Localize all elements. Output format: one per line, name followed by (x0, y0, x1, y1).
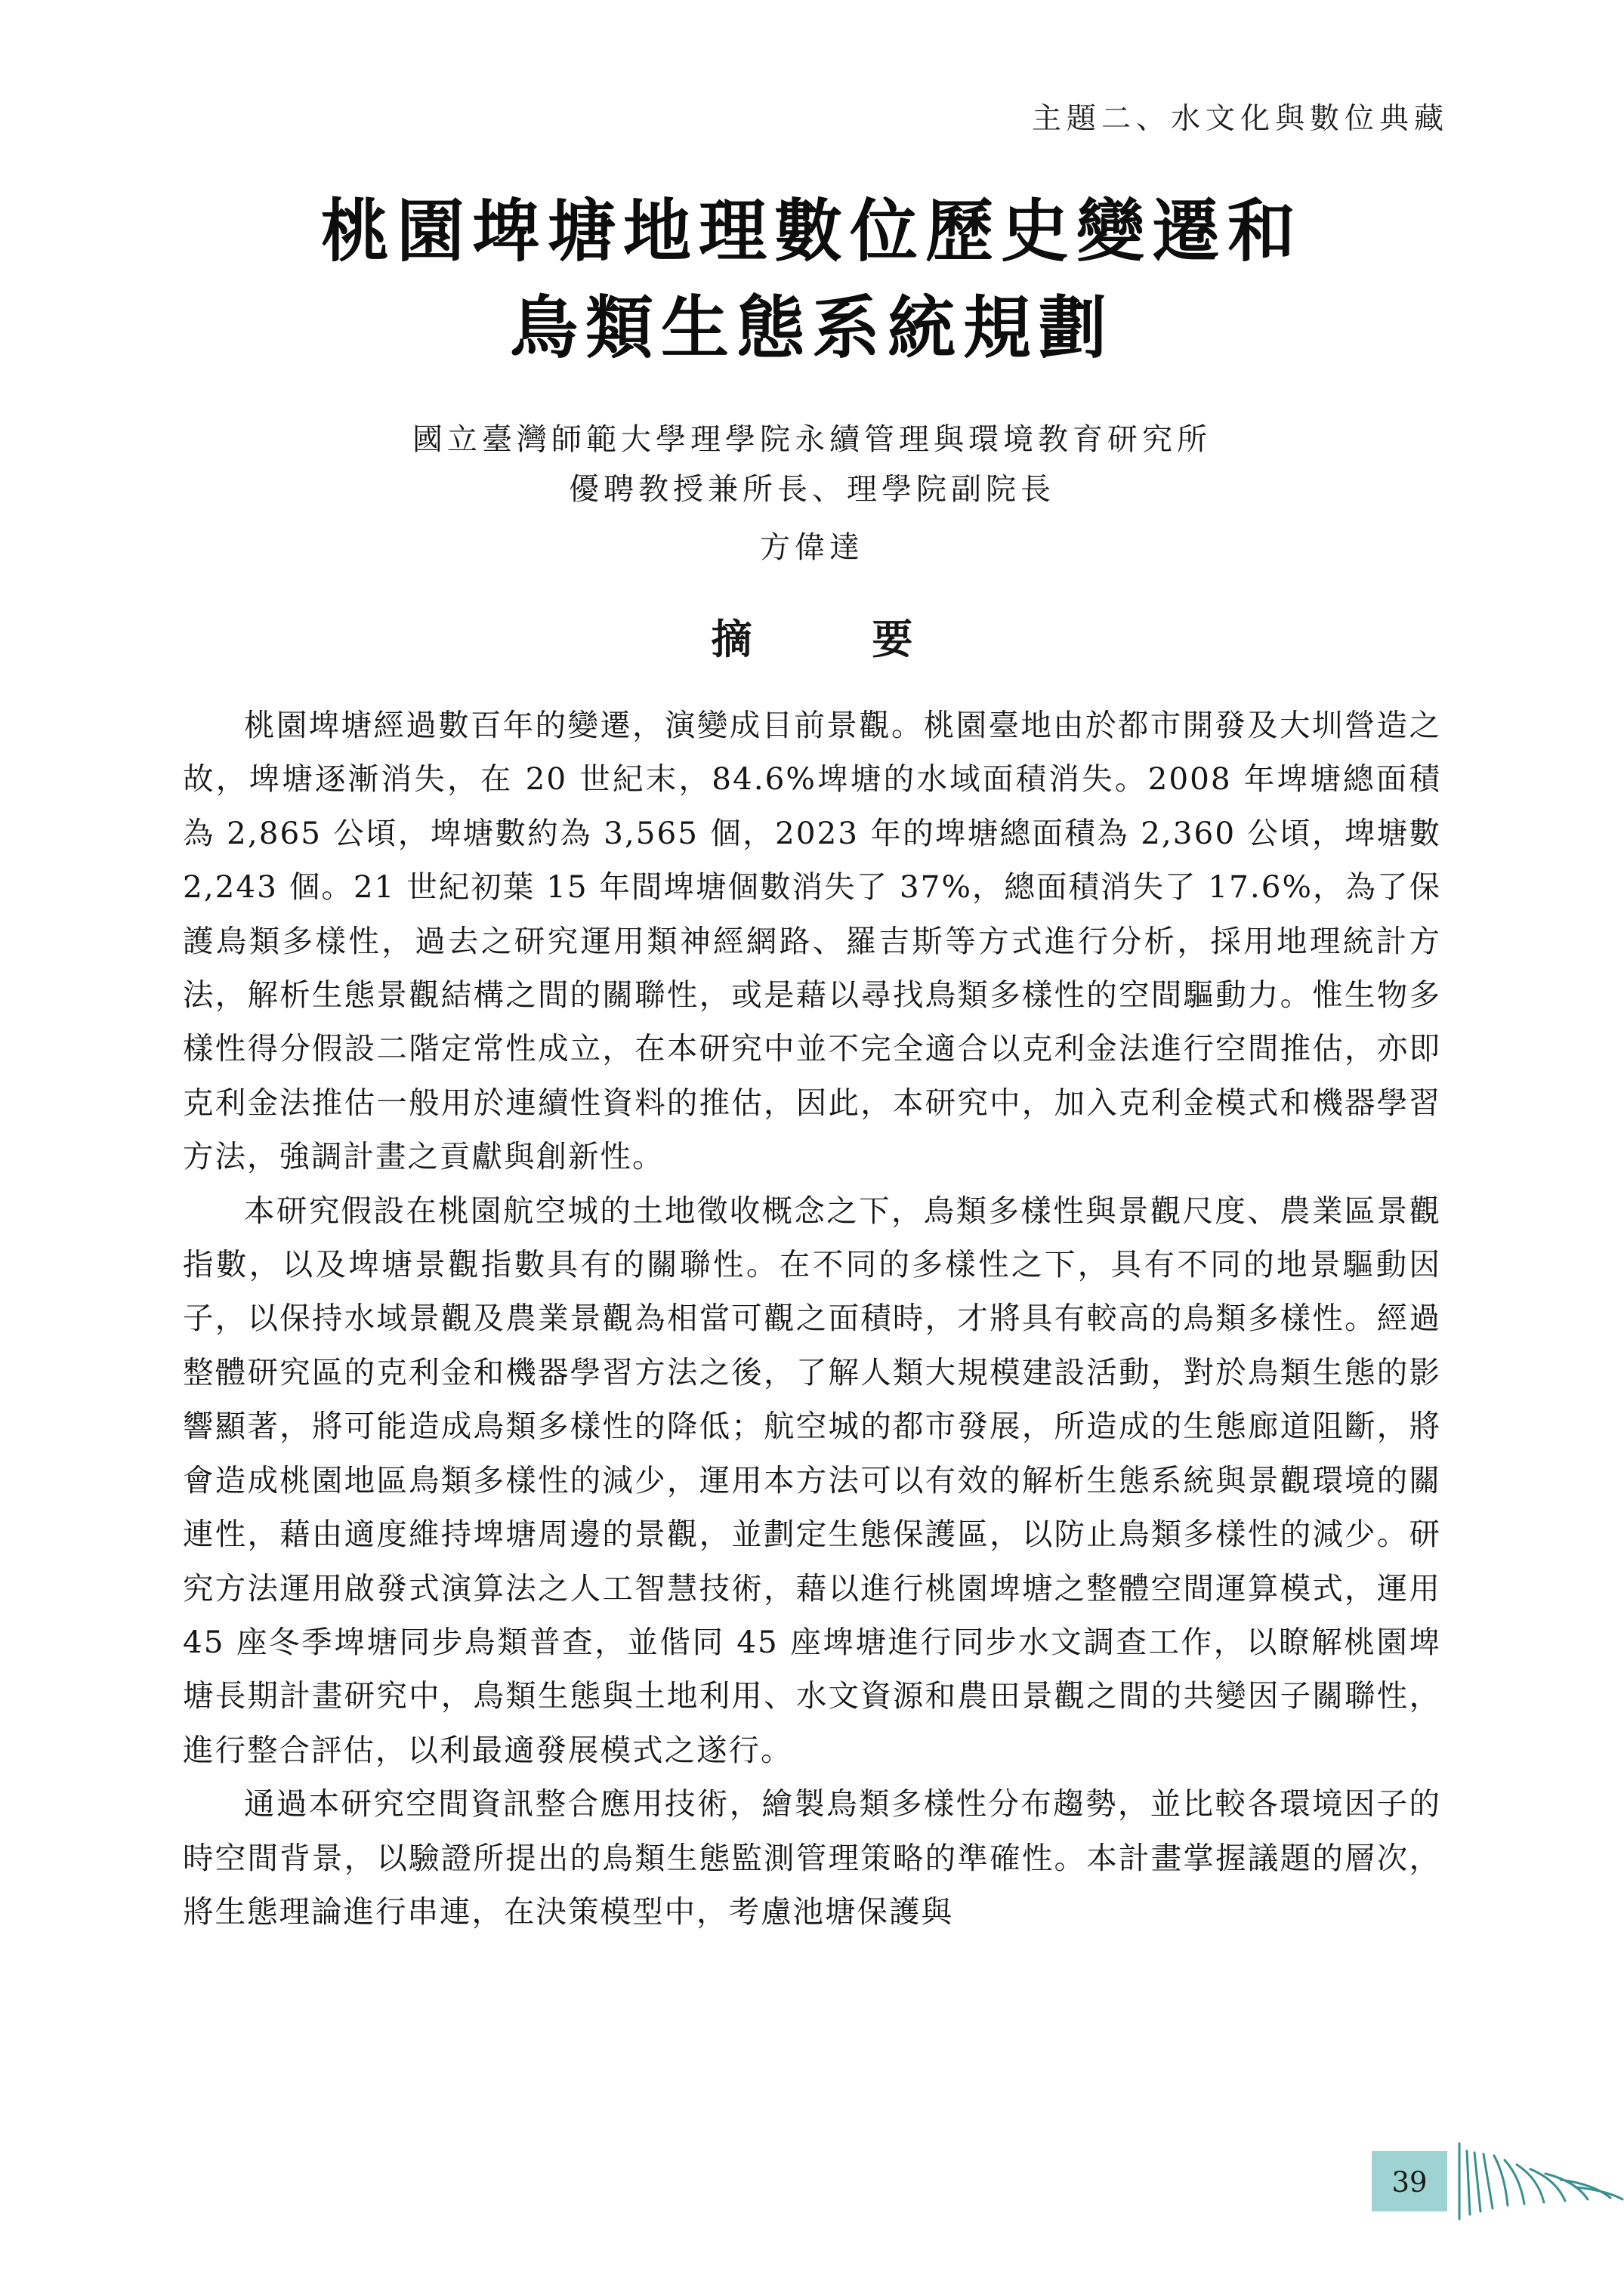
author-name: 方偉達 (760, 530, 864, 565)
running-header: 主題二、水文化與數位典藏 (1031, 102, 1449, 136)
abstract-paragraph-1: 桃園埤塘經過數百年的變遷，演變成目前景觀。桃園臺地由於都市開發及大圳營造之故，埤塘逐漸消失，在 20 世紀末，84.6%埤塘的水域面積消失。2008 年埤塘總面積為 2,865 公頃，埤塘數約為 3,565 個，2023 年的埤塘總面積為 2,360 公頃，埤塘數 2,243 個。21 世紀初葉 15 年間埤塘個數消失了 37%，總面積消失了 17.6%，為了保護鳥類多樣性，過去之研究運用類神經網路、羅吉斯等方式進行分析，採用地理統計方法，解析生態景觀結構之間的關聯性，或是藉以尋找鳥類多樣性的空間驅動力。惟生物多樣性得分假設二階定常性成立，在本研究中並不完全適合以克利金法進行空間推估，亦即克利金法推估一般用於連續性資料的推估，因此，本研究中，加入克利金模式和機器學習方法，強調計畫之貢獻與創新性。 (183, 707, 1441, 1175)
paper-title-line-2: 鳥類生態系統規劃 (510, 289, 1114, 368)
wave-lines-decoration (1455, 2130, 1624, 2236)
abstract-body (183, 699, 1441, 1939)
abstract-paragraph-2: 本研究假設在桃園航空城的土地徵收概念之下，鳥類多樣性與景觀尺度、農業區景觀指數，以及埤塘景觀指數具有的關聯性。在不同的多樣性之下，具有不同的地景驅動因子，以保持水域景觀及農業景觀為相當可觀之面積時，才將具有較高的鳥類多樣性。經過整體研究區的克利金和機器學習方法之後，了解人類大規模建設活動，對於鳥類生態的影響顯著，將可能造成鳥類多樣性的降低；航空城的都市發展，所造成的生態廊道阻斷，將會造成桃園地區鳥類多樣性的減少，運用本方法可以有效的解析生態系統與景觀環境的關連性，藉由適度維持埤塘周邊的景觀，並劃定生態保護區，以防止鳥類多樣性的減少。研究方法運用啟發式演算法之人工智慧技術，藉以進行桃園埤塘之整體空間運算模式，運用 45 座冬季埤塘同步鳥類普查，並偕同 45 座埤塘進行同步水文調查工作，以瞭解桃園埤塘長期計畫研究中，鳥類生態與土地利用、水文資源和農田景觀之間的共變因子關聯性，進行整合評估，以利最適發展模式之遂行。 (183, 1192, 1441, 1768)
author-affiliation: 國立臺灣師範大學理學院永續管理與環境教育研究所 (412, 422, 1212, 457)
abstract-paragraph-3: 通過本研究空間資訊整合應用技術，繪製鳥類多樣性分布趨勢，並比較各環境因子的時空間背景，以驗證所提出的鳥類生態監測管理策略的準確性。本計畫掌握議題的層次，將生態理論進行串連，在決策模型中，考慮池塘保護與 (183, 1785, 1441, 1930)
abstract-heading: 摘 要 (711, 616, 966, 663)
author-position: 優聘教授兼所長、理學院副院長 (569, 472, 1055, 507)
page-number: 39 (1391, 2166, 1428, 2199)
paper-title-line-1: 桃園埤塘地理數位歷史變遷和 (321, 192, 1303, 271)
